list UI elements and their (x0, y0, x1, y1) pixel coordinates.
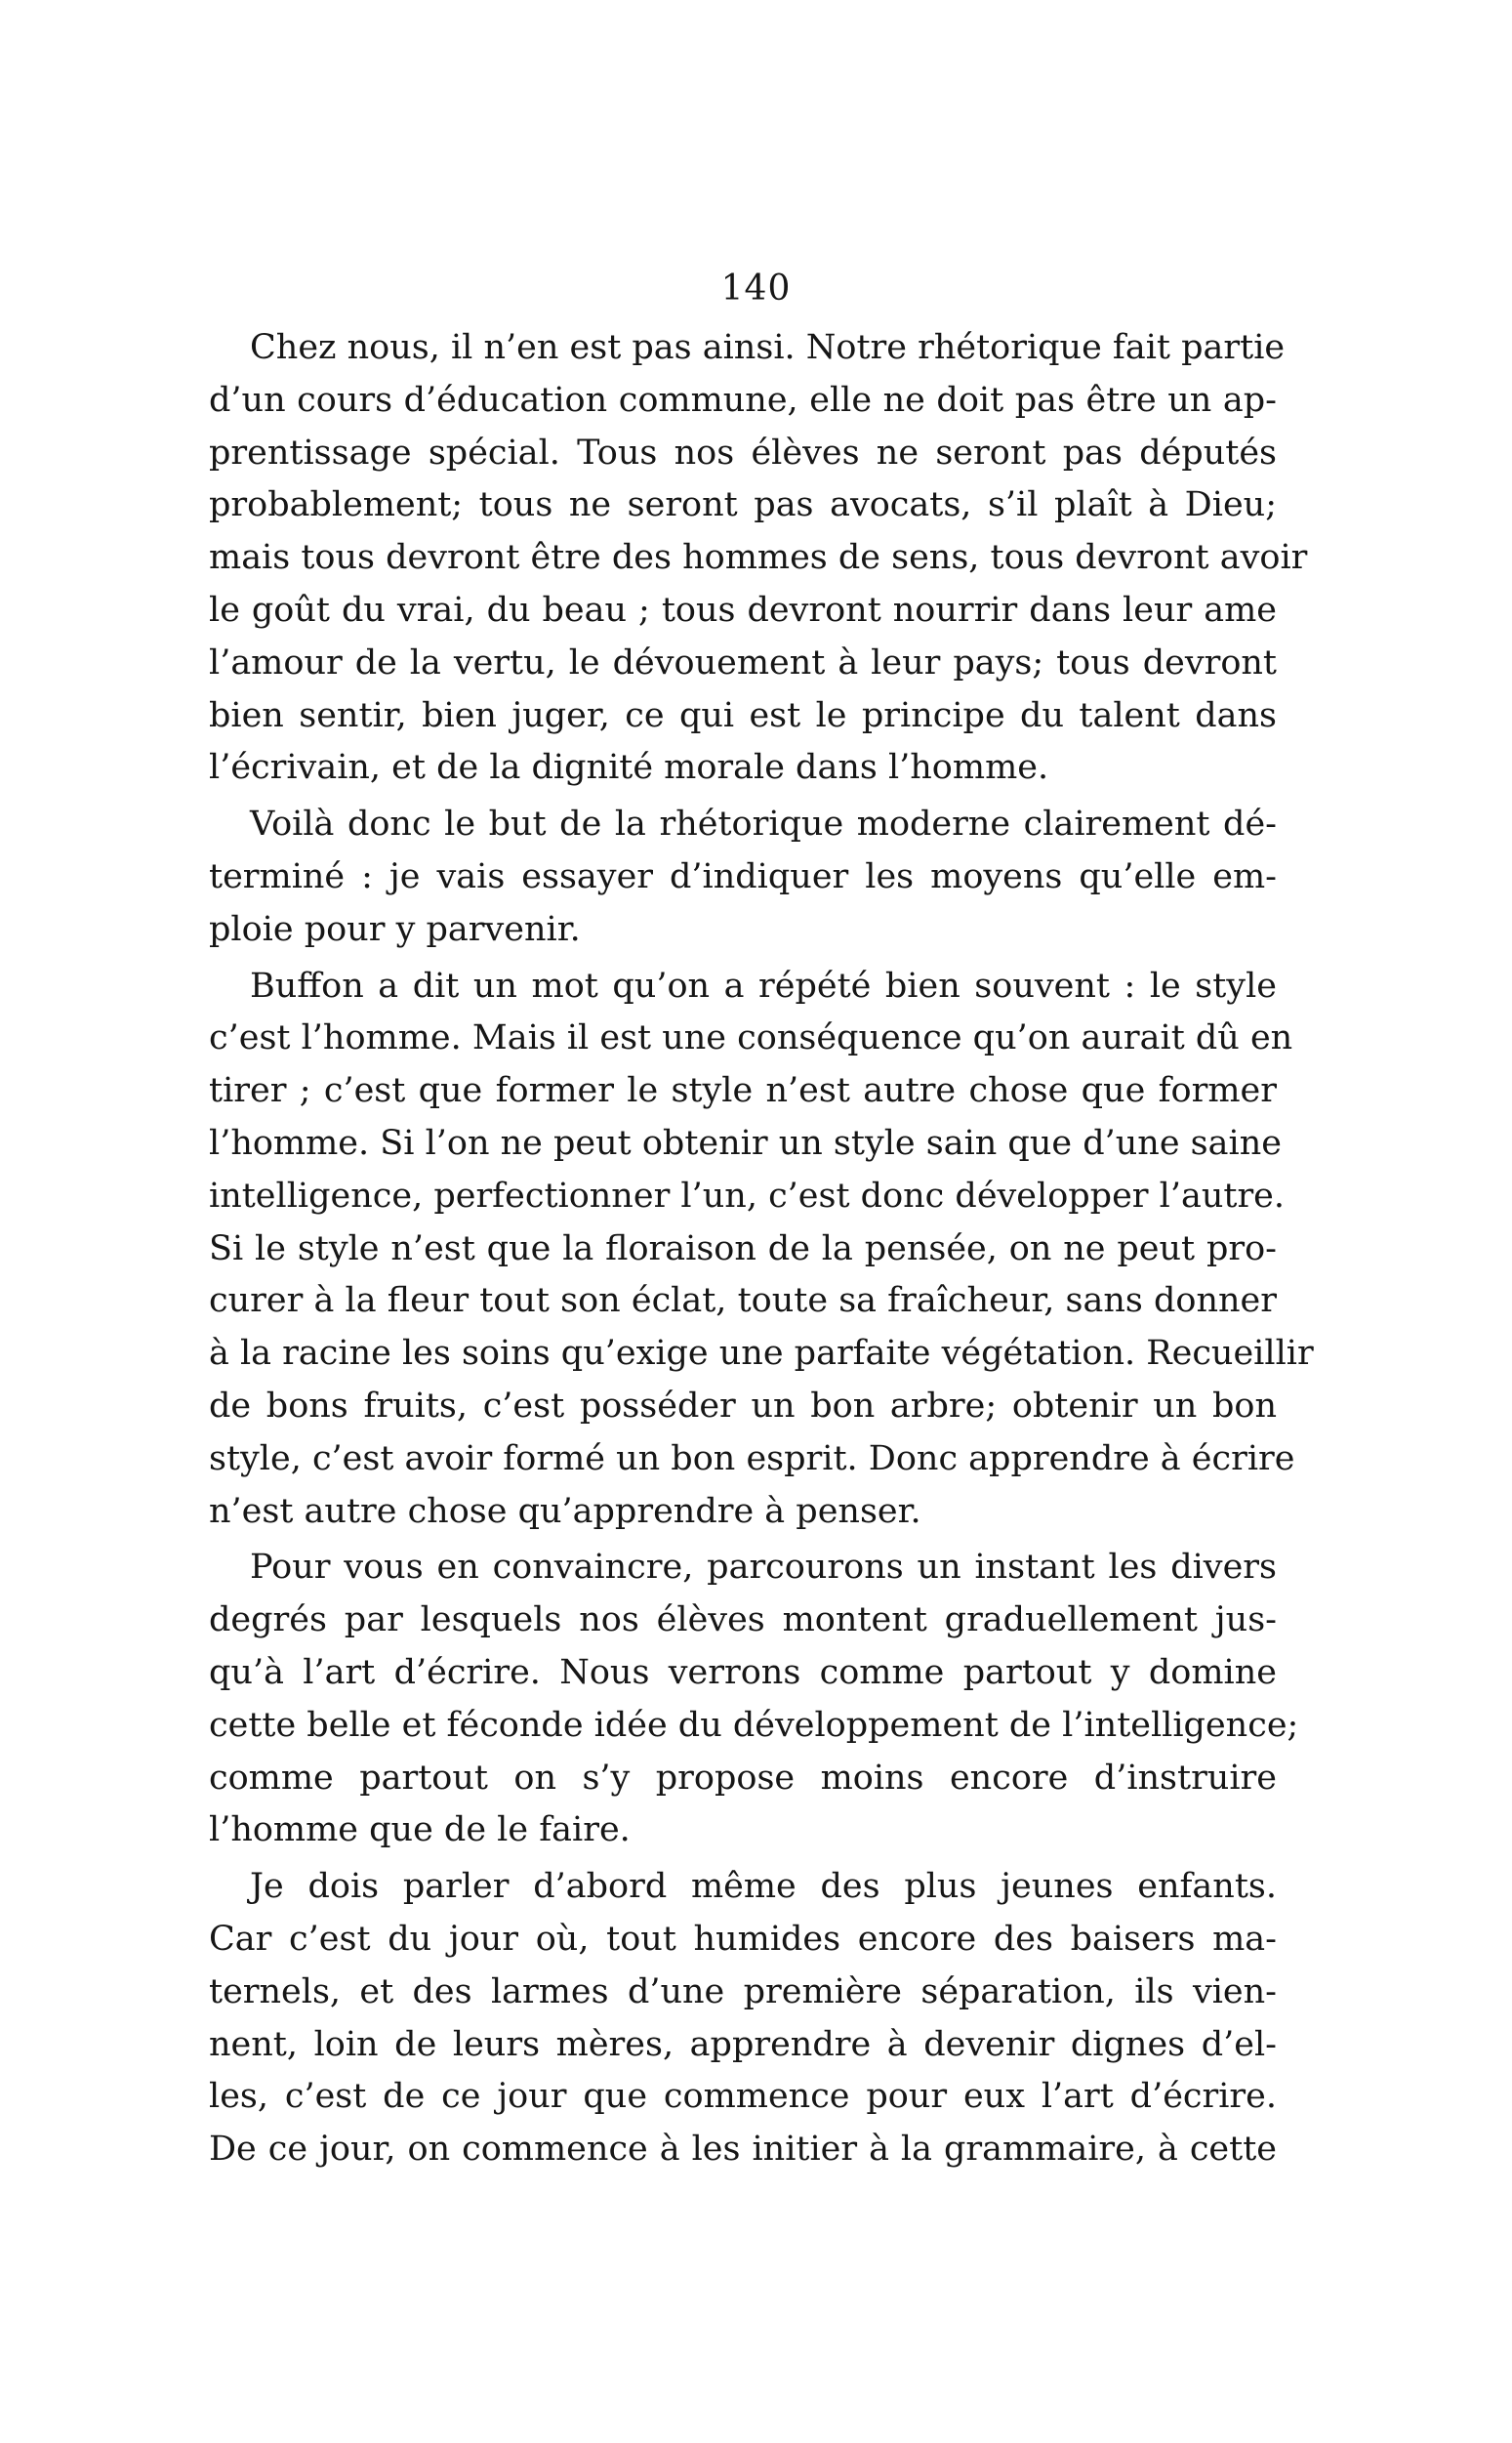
text-line: l’homme que de le faire. (209, 1810, 631, 1850)
text-line: bien sentir, bien juger, ce qui est le principe du talent dans (209, 695, 1277, 735)
text-line: Je dois parler d’abord même des plus jeunes enfants. (250, 1867, 1277, 1907)
text-line: le goût du vrai, du beau ; tous devront nourrir dans leur ame (209, 590, 1277, 630)
paragraph-5 (209, 1861, 1277, 2176)
text-line: l’écrivain, et de la dignité morale dans l’homme. (209, 748, 1049, 788)
paragraph-2 (209, 799, 1277, 956)
text-line: c’est l’homme. Mais il est une conséquence qu’on aurait dû en (209, 1018, 1293, 1058)
text-line: qu’à l’art d’écrire. Nous verrons comme partout y domine (209, 1652, 1277, 1692)
text-line: Si le style n’est que la floraison de la pensée, on ne peut pro- (209, 1228, 1277, 1268)
text-line: Voilà donc le but de la rhétorique moderne clairement dé- (250, 805, 1277, 845)
text-line: l’homme. Si l’on ne peut obtenir un style sain que d’une saine (209, 1123, 1282, 1163)
page-number: 140 (720, 269, 792, 309)
text-line: n’est autre chose qu’apprendre à penser. (209, 1491, 921, 1531)
text-line: cette belle et féconde idée du développement de l’intelligence; (209, 1705, 1299, 1745)
text-line: Buffon a dit un mot qu’on a répété bien souvent : le style (250, 966, 1277, 1006)
text-line: ploie pour y parvenir. (209, 909, 581, 949)
text-line: degrés par lesquels nos élèves montent graduellement jus- (209, 1600, 1277, 1640)
body-text (209, 322, 1314, 2180)
text-line: ternels, et des larmes d’une première séparation, ils vien- (209, 1971, 1277, 2011)
text-line: Chez nous, il n’en est pas ainsi. Notre rhétorique fait partie (250, 328, 1286, 367)
text-line: terminé : je vais essayer d’indiquer les moyens qu’elle em- (209, 856, 1277, 896)
text-line: De ce jour, on commence à les initier à la grammaire, à cette (209, 2130, 1277, 2170)
text-line: l’amour de la vertu, le dévouement à leur pays; tous devront (209, 642, 1277, 683)
text-line: curer à la fleur tout son éclat, toute sa fraîcheur, sans donner (209, 1281, 1277, 1321)
text-line: probablement; tous ne seront pas avocats, s’il plaît à Dieu; (209, 485, 1277, 525)
text-line: d’un cours d’éducation commune, elle ne doit pas être un ap- (209, 380, 1277, 420)
paragraph-3 (209, 961, 1314, 1539)
text-line: intelligence, perfectionner l’un, c’est donc développer l’autre. (209, 1176, 1286, 1216)
text-line: style, c’est avoir formé un bon esprit. Donc apprendre à écrire (209, 1438, 1295, 1478)
text-line: prentissage spécial. Tous nos élèves ne seront pas députés (209, 433, 1277, 473)
text-line: comme partout on s’y propose moins encore d’instruire (209, 1758, 1277, 1798)
text-line: nent, loin de leurs mères, apprendre à devenir dignes d’el- (209, 2024, 1277, 2064)
text-line: les, c’est de ce jour que commence pour eux l’art d’écrire. (209, 2077, 1277, 2117)
text-line: mais tous devront être des hommes de sens, tous devront avoir (209, 538, 1308, 578)
text-line: Car c’est du jour où, tout humides encore des baisers ma- (209, 1919, 1277, 1959)
text-line: tirer ; c’est que former le style n’est autre chose que former (209, 1071, 1277, 1111)
paragraph-4 (209, 1542, 1299, 1857)
paragraph-1 (209, 322, 1308, 795)
text-line: de bons fruits, c’est posséder un bon arbre; obtenir un bon (209, 1386, 1277, 1426)
text-line: Pour vous en convaincre, parcourons un instant les divers (250, 1548, 1277, 1588)
text-line: à la racine les soins qu’exige une parfaite végétation. Recueillir (209, 1334, 1314, 1374)
